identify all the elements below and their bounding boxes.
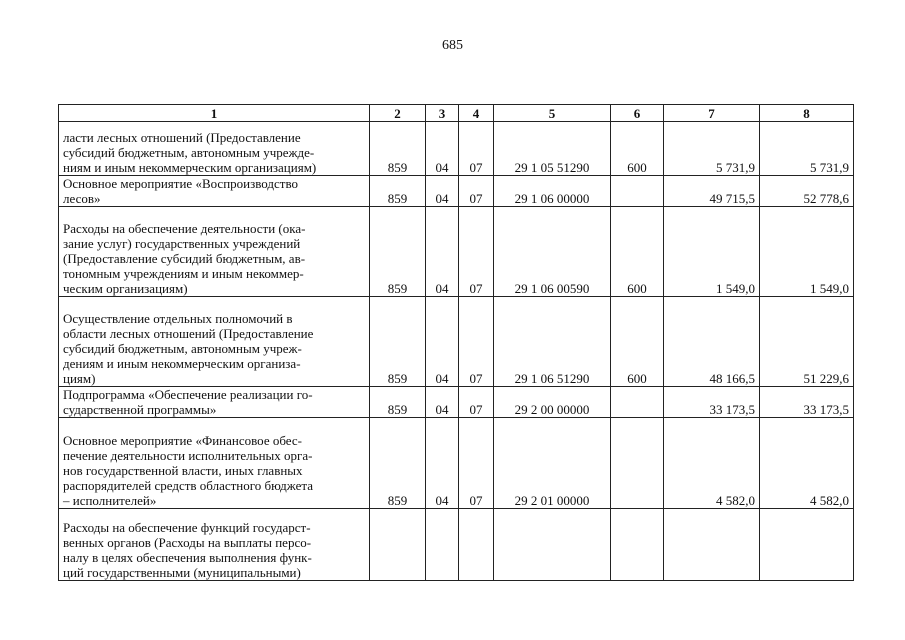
description-line: – исполнителей» [63, 493, 157, 508]
description-line: Осуществление отдельных полномочий в [63, 311, 293, 326]
admin-code-cell: 859 [370, 418, 426, 509]
target-article-cell: 29 1 06 51290 [494, 297, 611, 387]
description-line: ческим организациям) [63, 281, 188, 296]
expense-type-cell [611, 387, 664, 418]
description-line: субсидий бюджетным, автономным учрежде- [63, 145, 315, 160]
section-cell: 04 [426, 297, 459, 387]
table-row [59, 387, 854, 418]
description-line: Расходы на обеспечение деятельности (ока- [63, 221, 306, 236]
column-header: 7 [664, 105, 760, 122]
subsection-cell: 07 [459, 297, 494, 387]
table-row [59, 122, 854, 176]
target-article-cell: 29 1 06 00000 [494, 176, 611, 207]
amount-year1-cell: 33 173,5 [664, 387, 760, 418]
section-cell [426, 509, 459, 581]
admin-code-cell: 859 [370, 207, 426, 297]
row-description [59, 176, 370, 207]
expense-type-cell [611, 418, 664, 509]
subsection-cell: 07 [459, 122, 494, 176]
subsection-cell: 07 [459, 387, 494, 418]
description-line: ниям и иным некоммерческим организациям) [63, 160, 317, 175]
description-line: Расходы на обеспечение функций государст- [63, 520, 311, 535]
column-header: 1 [59, 105, 370, 122]
admin-code-cell: 859 [370, 387, 426, 418]
amount-year2-cell [760, 509, 854, 581]
row-description [59, 122, 370, 176]
section-cell: 04 [426, 176, 459, 207]
description-line: зание услуг) государственных учреждений [63, 236, 301, 251]
description-line: (Предоставление субсидий бюджетным, ав- [63, 251, 306, 266]
column-header: 2 [370, 105, 426, 122]
amount-year1-cell: 49 715,5 [664, 176, 760, 207]
amount-year1-cell: 5 731,9 [664, 122, 760, 176]
admin-code-cell: 859 [370, 176, 426, 207]
row-description [59, 418, 370, 509]
budget-table [58, 104, 854, 581]
amount-year2-cell: 1 549,0 [760, 207, 854, 297]
amount-year2-cell: 5 731,9 [760, 122, 854, 176]
section-cell: 04 [426, 207, 459, 297]
column-header: 3 [426, 105, 459, 122]
column-header: 8 [760, 105, 854, 122]
table-row [59, 207, 854, 297]
description-line: Подпрограмма «Обеспечение реализации го- [63, 387, 313, 402]
table-row [59, 418, 854, 509]
description-line: нов государственной власти, иных главных [63, 463, 303, 478]
subsection-cell: 07 [459, 418, 494, 509]
amount-year2-cell: 4 582,0 [760, 418, 854, 509]
target-article-cell [494, 509, 611, 581]
amount-year2-cell: 52 778,6 [760, 176, 854, 207]
row-description [59, 387, 370, 418]
description-line: сударственной программы» [63, 402, 217, 417]
expense-type-cell: 600 [611, 297, 664, 387]
target-article-cell: 29 1 06 00590 [494, 207, 611, 297]
description-line: лесов» [63, 191, 101, 206]
description-line: циям) [63, 371, 96, 386]
page-number: 685 [442, 38, 463, 53]
description-line: печение деятельности исполнительных орга- [63, 448, 313, 463]
table-row [59, 176, 854, 207]
target-article-cell: 29 1 05 51290 [494, 122, 611, 176]
section-cell: 04 [426, 418, 459, 509]
column-header: 5 [494, 105, 611, 122]
admin-code-cell [370, 509, 426, 581]
expense-type-cell: 600 [611, 207, 664, 297]
description-line: распорядителей средств областного бюджета [63, 478, 313, 493]
amount-year2-cell: 51 229,6 [760, 297, 854, 387]
row-description [59, 297, 370, 387]
row-description [59, 207, 370, 297]
column-header: 6 [611, 105, 664, 122]
description-line: области лесных отношений (Предоставление [63, 326, 314, 341]
description-line: налу в целях обеспечения выполнения функ- [63, 550, 312, 565]
admin-code-cell: 859 [370, 297, 426, 387]
amount-year1-cell: 1 549,0 [664, 207, 760, 297]
table-body [59, 122, 854, 581]
admin-code-cell: 859 [370, 122, 426, 176]
description-line: Основное мероприятие «Воспроизводство [63, 176, 299, 191]
section-cell: 04 [426, 122, 459, 176]
description-line: венных органов (Расходы на выплаты персо- [63, 535, 312, 550]
amount-year1-cell: 48 166,5 [664, 297, 760, 387]
expense-type-cell [611, 509, 664, 581]
table-row [59, 297, 854, 387]
expense-type-cell [611, 176, 664, 207]
row-description [59, 509, 370, 581]
subsection-cell: 07 [459, 176, 494, 207]
column-header: 4 [459, 105, 494, 122]
description-line: тономным учреждениям и иным некоммер- [63, 266, 304, 281]
description-line: дениям и иным некоммерческим организа- [63, 356, 301, 371]
target-article-cell: 29 2 01 00000 [494, 418, 611, 509]
section-cell: 04 [426, 387, 459, 418]
description-line: ций государственными (муниципальными) [63, 565, 301, 580]
table-header-row [59, 105, 854, 122]
table-row [59, 509, 854, 581]
subsection-cell: 07 [459, 207, 494, 297]
amount-year2-cell: 33 173,5 [760, 387, 854, 418]
description-line: Основное мероприятие «Финансовое обес- [63, 433, 302, 448]
description-line: ласти лесных отношений (Предоставление [63, 130, 301, 145]
subsection-cell [459, 509, 494, 581]
amount-year1-cell [664, 509, 760, 581]
description-line: субсидий бюджетным, автономным учреж- [63, 341, 302, 356]
amount-year1-cell: 4 582,0 [664, 418, 760, 509]
expense-type-cell: 600 [611, 122, 664, 176]
target-article-cell: 29 2 00 00000 [494, 387, 611, 418]
